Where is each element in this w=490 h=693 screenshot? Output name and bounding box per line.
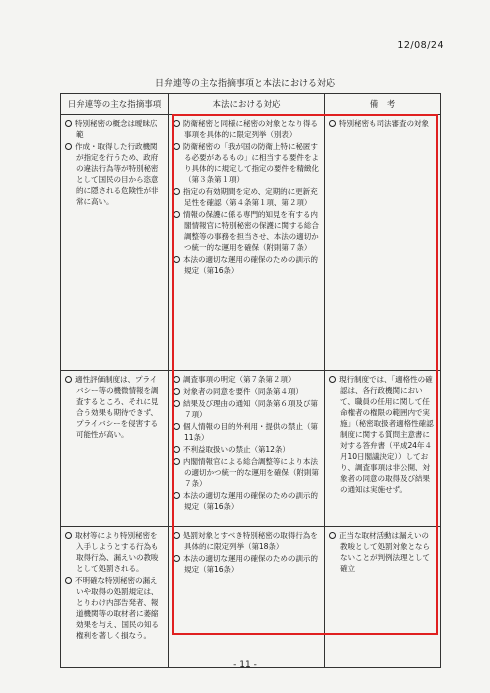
- table-header-row: [61, 94, 441, 115]
- list-item: 本法の適切な運用の確保のための訓示的規定（第16条）: [173, 553, 320, 575]
- list-item: 現行制度では、「適格性の確認は、各行政機関において、職員の任用に関して任命権者の権限の範囲内で実施」（秘密取扱者適格性確認制度に関する質問主意書に対する答弁書（平成24年４月10日閣議決定））しており、調査事項は非公開、対象者の同意の取得及び結果の通知は実施せず。: [329, 374, 436, 495]
- list-item: 本法の適切な運用の確保のための訓示的規定（第16条）: [173, 490, 320, 512]
- remarks-cell: [325, 527, 441, 668]
- circle-bullet-icon: [329, 120, 336, 127]
- list-item: 指定の有効期間を定め、定期的に更新充足性を確認（第４条第１項、第２項）: [173, 186, 320, 208]
- circle-bullet-icon: [173, 446, 180, 453]
- list-item: 本法の適切な運用の確保のための訓示的規定（第16条）: [173, 254, 320, 276]
- response-cell: [169, 371, 325, 527]
- issues-cell: [61, 527, 169, 668]
- circle-bullet-icon: [173, 256, 180, 263]
- table-row: [61, 371, 441, 527]
- document-date: 12/08/24: [397, 40, 444, 51]
- circle-bullet-icon: [173, 120, 180, 127]
- list-item: 防衛秘密と同様に秘密の対象となり得る事項を具体的に限定列挙（別表）: [173, 118, 320, 140]
- list-item: 結果及び理由の通知（同条第６項及び第７項）: [173, 398, 320, 420]
- list-item: 不明確な特別秘密の漏えいや取得の処罰規定は、とりわけ内部告発者、報道機関等の取材者に萎縮効果を与え、国民の知る権利を著しく損なう。: [65, 575, 164, 641]
- issues-cell: [61, 115, 169, 371]
- list-item: 不利益取扱いの禁止（第12条）: [173, 444, 320, 455]
- circle-bullet-icon: [173, 532, 180, 539]
- circle-bullet-icon: [329, 376, 336, 383]
- circle-bullet-icon: [173, 143, 180, 150]
- list-item: 調査事項の明定（第７条第２項）: [173, 374, 320, 385]
- header-response: 本法における対応: [169, 94, 325, 115]
- list-item: 個人情報の目的外利用・提供の禁止（第11条）: [173, 421, 320, 443]
- circle-bullet-icon: [173, 423, 180, 430]
- list-item: 対象者の同意を要件（同条第４項）: [173, 386, 320, 397]
- list-item: 取材等により特別秘密を入手しようとする行為も取得行為、漏えいの教唆として処罰される。: [65, 530, 164, 574]
- remarks-cell: [325, 115, 441, 371]
- table-row: [61, 115, 441, 371]
- circle-bullet-icon: [173, 211, 180, 218]
- circle-bullet-icon: [65, 532, 72, 539]
- header-remarks: 備 考: [325, 94, 441, 115]
- circle-bullet-icon: [173, 188, 180, 195]
- page-number: - 11 -: [233, 660, 257, 670]
- circle-bullet-icon: [65, 376, 72, 383]
- circle-bullet-icon: [65, 143, 72, 150]
- circle-bullet-icon: [173, 555, 180, 562]
- response-cell: [169, 527, 325, 668]
- circle-bullet-icon: [173, 376, 180, 383]
- circle-bullet-icon: [173, 458, 180, 465]
- list-item: 処罰対象とすべき特別秘密の取得行為を具体的に限定列挙（第18条）: [173, 530, 320, 552]
- circle-bullet-icon: [329, 532, 336, 539]
- list-item: 特別秘密の概念は曖昧広範: [65, 118, 164, 140]
- list-item: 防衛秘密の「我が国の防衛上特に秘匿する必要があるもの」に相当する要件をより具体的に規定して指定の要件を精緻化（第３条第１項）: [173, 141, 320, 185]
- list-item: 正当な取材活動は漏えいの教唆として処罰対象とならないことが判例法理として確立: [329, 530, 436, 574]
- list-item: 適性評価制度は、プライバシー等の機微情報を調査するところ、それに見合う効果も期待できず、プライバシーを侵害する可能性が高い。: [65, 374, 164, 440]
- list-item: 内閣情報官による総合調整等により本法の適切かつ統一的な運用を確保（附則第７条）: [173, 456, 320, 489]
- circle-bullet-icon: [65, 120, 72, 127]
- table-row: [61, 527, 441, 668]
- response-cell: [169, 115, 325, 371]
- list-item: 特別秘密も司法審査の対象: [329, 118, 436, 129]
- header-issues: 日弁連等の主な指摘事項: [61, 94, 169, 115]
- issues-cell: [61, 371, 169, 527]
- circle-bullet-icon: [173, 388, 180, 395]
- list-item: 作成・取得した行政機関が指定を行うため、政府の違法行為等が特別秘密として国民の目から恣意的に隠される危険性が非常に高い。: [65, 141, 164, 207]
- circle-bullet-icon: [65, 577, 72, 584]
- remarks-cell: [325, 371, 441, 527]
- circle-bullet-icon: [173, 400, 180, 407]
- comparison-table: [60, 93, 441, 668]
- circle-bullet-icon: [173, 492, 180, 499]
- page-title: 日弁連等の主な指摘事項と本法における対応: [154, 79, 335, 89]
- list-item: 情報の保護に係る専門的知見を有する内閣情報官に特別秘密の保護に関する総合調整等の事務を担当させ、本法の適切かつ統一的な運用を確保（附則第７条）: [173, 209, 320, 253]
